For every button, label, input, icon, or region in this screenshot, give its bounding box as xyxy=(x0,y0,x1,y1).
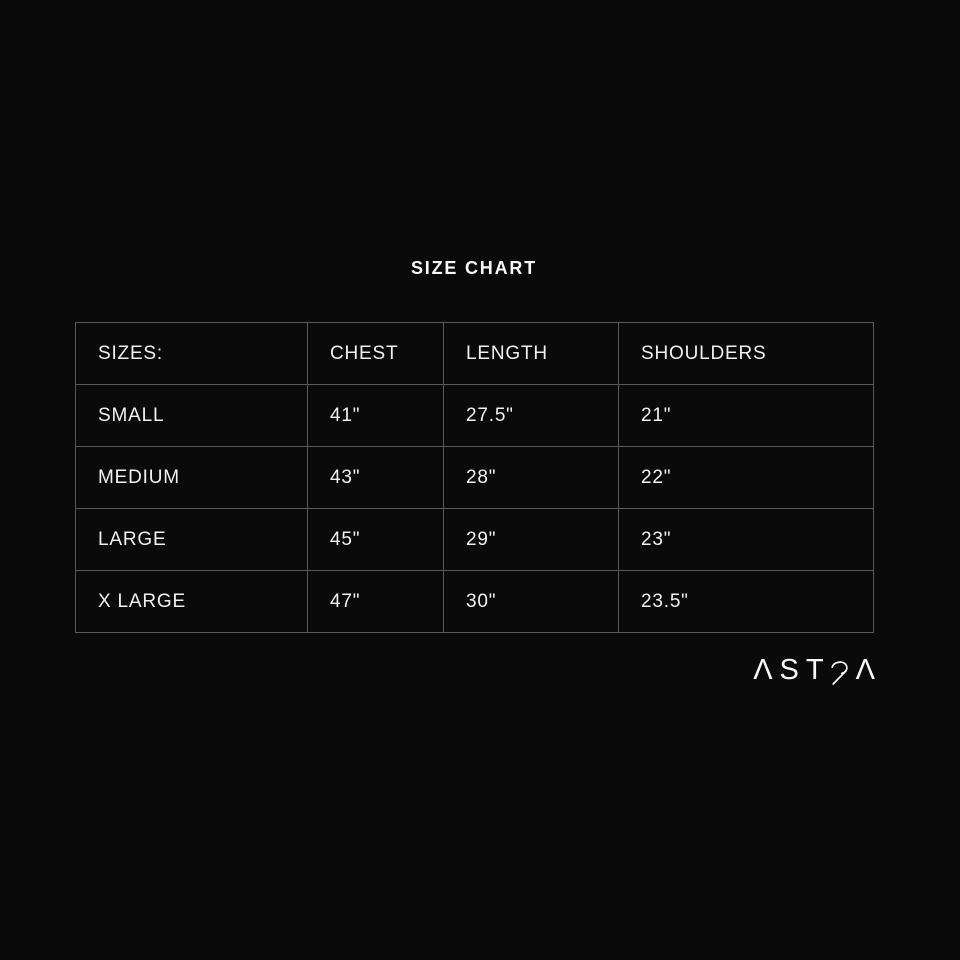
table-header-row xyxy=(76,323,874,385)
cell-length: 30" xyxy=(444,571,619,633)
header-cell-length: LENGTH xyxy=(444,323,619,385)
table-row-large xyxy=(76,509,874,571)
header-cell-sizes: SIZES: xyxy=(76,323,308,385)
cell-chest: 43" xyxy=(308,447,444,509)
cell-chest: 45" xyxy=(308,509,444,571)
size-chart-table xyxy=(75,322,874,633)
cell-length: 29" xyxy=(444,509,619,571)
stylized-r-rotunda-icon xyxy=(831,661,849,685)
cell-shoulders: 21" xyxy=(619,385,874,447)
cell-shoulders: 22" xyxy=(619,447,874,509)
cell-size: MEDIUM xyxy=(76,447,308,509)
cell-length: 28" xyxy=(444,447,619,509)
header-cell-chest: CHEST xyxy=(308,323,444,385)
table-row-small xyxy=(76,385,874,447)
table-row-medium xyxy=(76,447,874,509)
header-cell-shoulders: SHOULDERS xyxy=(619,323,874,385)
table-row-xlarge xyxy=(76,571,874,633)
cell-shoulders: 23.5" xyxy=(619,571,874,633)
logo-letter-a: Λ xyxy=(855,654,875,686)
cell-shoulders: 23" xyxy=(619,509,874,571)
cell-chest: 47" xyxy=(308,571,444,633)
cell-chest: 41" xyxy=(308,385,444,447)
cell-size: SMALL xyxy=(76,385,308,447)
size-chart-title: SIZE CHART xyxy=(411,258,537,278)
cell-size: X LARGE xyxy=(76,571,308,633)
astra-brand-logo xyxy=(753,656,875,685)
logo-letters-ast: ΛST xyxy=(753,654,831,686)
cell-length: 27.5" xyxy=(444,385,619,447)
cell-size: LARGE xyxy=(76,509,308,571)
